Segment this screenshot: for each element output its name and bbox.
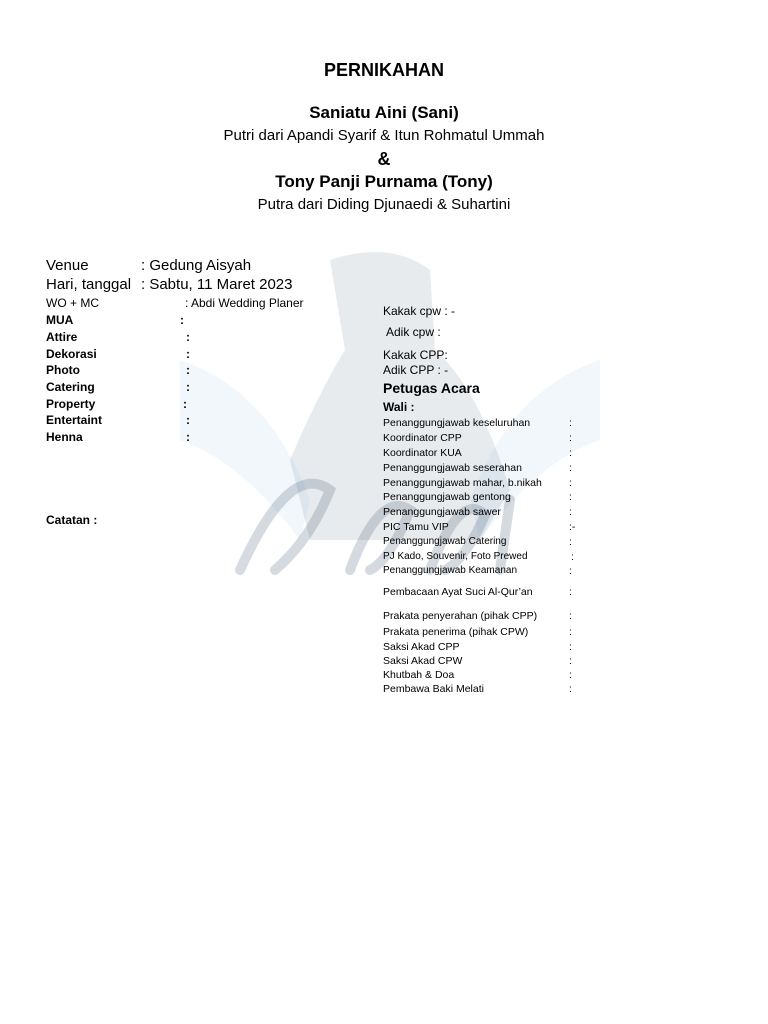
officer-label: PJ Kado, Souvenir, Foto Prewed — [383, 551, 528, 562]
vendor-value: : Abdi Wedding Planer — [185, 296, 304, 310]
officer-value: : — [569, 506, 572, 518]
vendor-label: WO + MC — [46, 296, 99, 310]
officer-value: : — [569, 626, 572, 638]
vendor-label: Property — [46, 397, 96, 411]
adik-cpp: Adik CPP : - — [383, 363, 449, 377]
wali-label: Wali : — [383, 400, 415, 414]
officer-label: Penanggungjawab seserahan — [383, 462, 522, 474]
groom-parents: Putra dari Diding Djunaedi & Suhartini — [257, 196, 511, 213]
officer-label: Prakata penerima (pihak CPW) — [383, 626, 529, 638]
officer-value: : — [569, 669, 572, 681]
notes-label: Catatan : — [46, 513, 98, 527]
officer-label: Penanggungjawab keseluruhan — [383, 417, 531, 429]
vendor-label: Entertaint — [46, 413, 103, 427]
officer-value: : — [569, 477, 572, 489]
vendor-label: Henna — [46, 430, 83, 444]
officer-value: : — [569, 491, 572, 503]
vendor-value: : — [186, 330, 190, 344]
officer-value: : — [569, 586, 572, 598]
groom-name: Tony Panji Purnama (Tony) — [275, 172, 493, 191]
officer-label: Pembacaan Ayat Suci Al-Qur’an — [383, 586, 533, 598]
vendor-value: : — [183, 397, 187, 411]
officer-label: PIC Tamu VIP — [383, 521, 449, 533]
vendor-value: : — [180, 313, 184, 327]
date-label: Hari, tanggal — [46, 276, 132, 293]
officer-value: : — [569, 432, 572, 444]
vendor-value: : — [186, 347, 190, 361]
venue-value: : Gedung Aisyah — [141, 257, 252, 274]
bride-name: Saniatu Aini (Sani) — [309, 103, 459, 122]
officer-label: Penanggungjawab sawer — [383, 506, 501, 518]
kakak-cpw: Kakak cpw : - — [383, 304, 456, 318]
officer-value: : — [569, 641, 572, 653]
adik-cpw: Adik cpw : — [386, 325, 441, 339]
officer-value: :- — [569, 521, 576, 533]
venue-label: Venue — [46, 257, 89, 274]
officer-label: Penanggungjawab Keamanan — [383, 565, 517, 576]
vendor-label: Dekorasi — [46, 347, 97, 361]
ampersand: & — [377, 149, 391, 169]
officer-value: : — [569, 447, 572, 459]
officer-value: : — [569, 462, 572, 474]
officer-label: Khutbah & Doa — [383, 669, 455, 681]
officer-value: : — [569, 565, 572, 577]
vendor-label: Photo — [46, 363, 80, 377]
officer-label: Saksi Akad CPP — [383, 641, 460, 653]
vendor-label: Attire — [46, 330, 78, 344]
page-title: PERNIKAHAN — [323, 60, 444, 80]
vendor-label: Catering — [46, 380, 95, 394]
date-value: : Sabtu, 11 Maret 2023 — [141, 276, 293, 293]
officer-label: Penanggungjawab gentong — [383, 491, 511, 503]
bride-parents: Putri dari Apandi Syarif & Itun Rohmatul Ummah — [223, 127, 545, 144]
officer-value: : — [569, 610, 572, 622]
kakak-cpp: Kakak CPP: — [383, 348, 448, 362]
officer-label: Penanggungjawab Catering — [383, 536, 507, 547]
officer-value: : — [571, 551, 574, 563]
vendor-value: : — [186, 413, 190, 427]
officer-label: Pembawa Baki Melati — [383, 683, 484, 695]
officer-value: : — [569, 536, 572, 548]
officer-label: Koordinator KUA — [383, 447, 462, 459]
vendor-label: MUA — [46, 313, 74, 327]
vendor-value: : — [186, 363, 190, 377]
officer-label: Saksi Akad CPW — [383, 655, 463, 667]
officer-label: Prakata penyerahan (pihak CPP) — [383, 610, 538, 622]
vendor-value: : — [186, 380, 190, 394]
officer-value: : — [569, 417, 572, 429]
officer-value: : — [569, 683, 572, 695]
officer-value: : — [569, 655, 572, 667]
officer-label: Koordinator CPP — [383, 432, 462, 444]
officer-label: Penanggungjawab mahar, b.nikah — [383, 477, 542, 489]
vendor-value: : — [186, 430, 190, 444]
officers-title: Petugas Acara — [383, 380, 480, 396]
